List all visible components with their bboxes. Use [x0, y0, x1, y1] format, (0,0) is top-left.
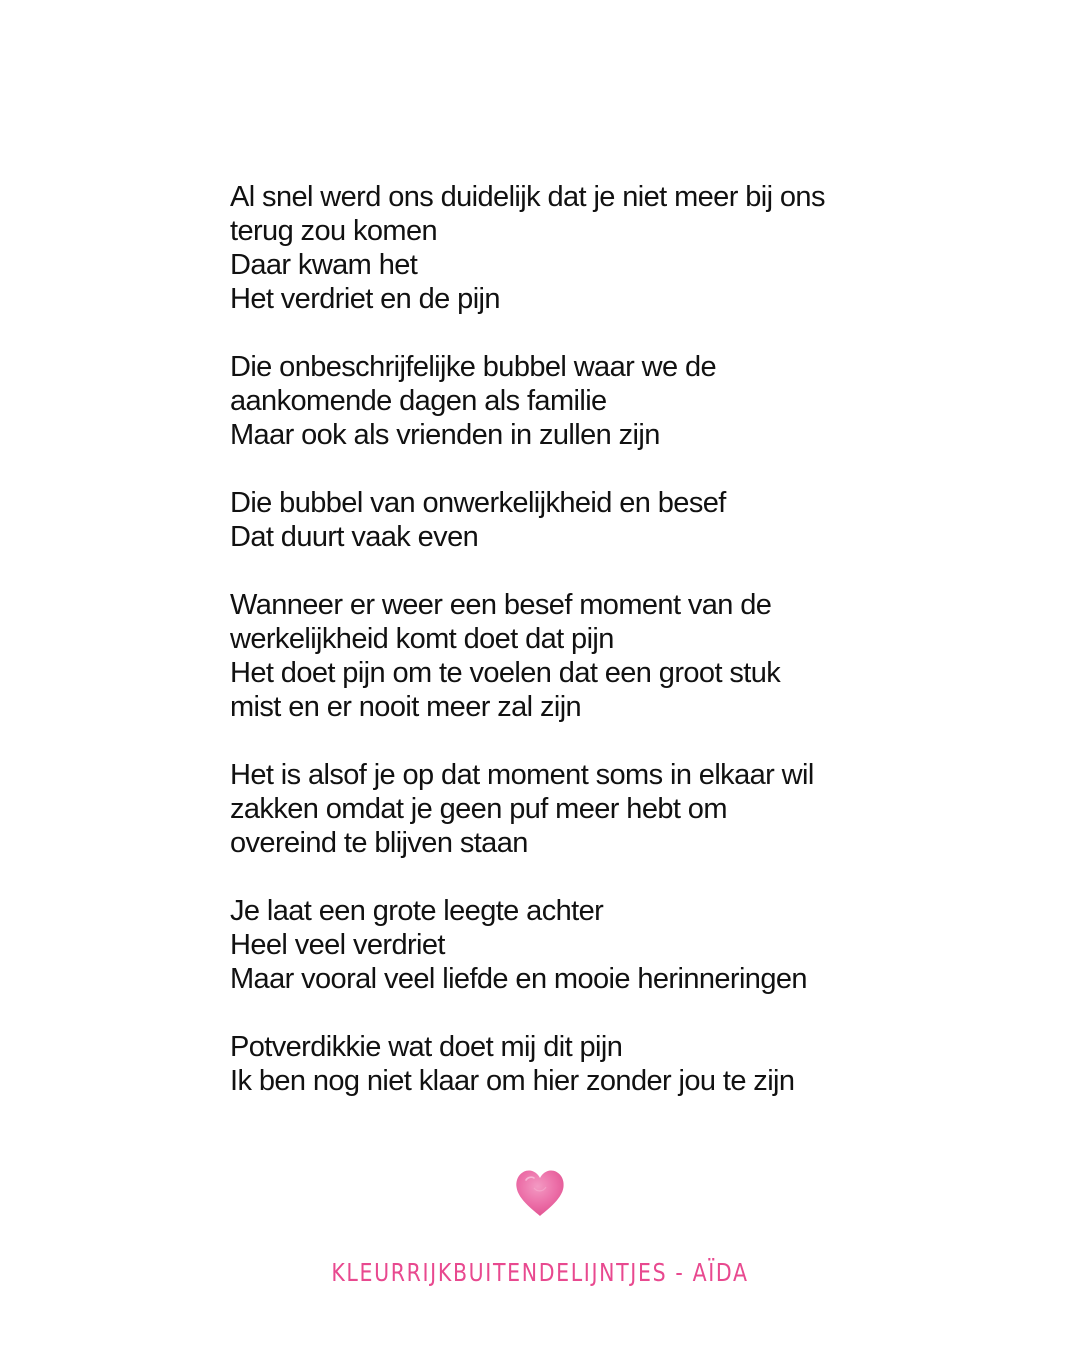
- poem-line: mist en er nooit meer zal zijn: [230, 691, 582, 723]
- poem-line: aankomende dagen als familie: [230, 385, 607, 417]
- poem-line: Die onbeschrijfelijke bubbel waar we de: [230, 351, 716, 383]
- poem-line: Maar vooral veel liefde en mooie herinneringen: [230, 963, 807, 995]
- stanza-2: [230, 350, 1010, 452]
- poem-line: Ik ben nog niet klaar om hier zonder jou te zijn: [230, 1065, 795, 1097]
- signature: KLEURRIJKBUITENDELIJNTJES - AÏDA: [331, 1258, 749, 1287]
- stanza-1: [230, 180, 1010, 316]
- stanza-4: [230, 588, 1010, 724]
- poem-line: Het verdriet en de pijn: [230, 283, 500, 315]
- poem-line: Maar ook als vrienden in zullen zijn: [230, 419, 660, 451]
- poem-line: zakken omdat je geen puf meer hebt om: [230, 793, 727, 825]
- poem-line: Je laat een grote leegte achter: [230, 895, 604, 927]
- poem-line: Die bubbel van onwerkelijkheid en besef: [230, 487, 726, 519]
- poem-body: [230, 180, 1010, 1098]
- poem-line: Dat duurt vaak even: [230, 521, 479, 553]
- poem-line: Potverdikkie wat doet mij dit pijn: [230, 1031, 623, 1063]
- poem-line: Wanneer er weer een besef moment van de: [230, 589, 772, 621]
- stanza-3: [230, 486, 1010, 554]
- poem-line: Al snel werd ons duidelijk dat je niet meer bij ons: [230, 181, 825, 213]
- poem-line: overeind te blijven staan: [230, 827, 528, 859]
- poem-line: Het doet pijn om te voelen dat een groot stuk: [230, 657, 781, 689]
- poem-line: Daar kwam het: [230, 249, 418, 281]
- poem-line: Het is alsof je op dat moment soms in elkaar wil: [230, 759, 814, 791]
- heart-icon: [514, 1168, 566, 1218]
- poem-line: terug zou komen: [230, 215, 438, 247]
- stanza-6: [230, 894, 1010, 996]
- poem-line: werkelijkheid komt doet dat pijn: [230, 623, 614, 655]
- stanza-7: [230, 1030, 1010, 1098]
- poem-line: Heel veel verdriet: [230, 929, 445, 961]
- stanza-5: [230, 758, 1010, 860]
